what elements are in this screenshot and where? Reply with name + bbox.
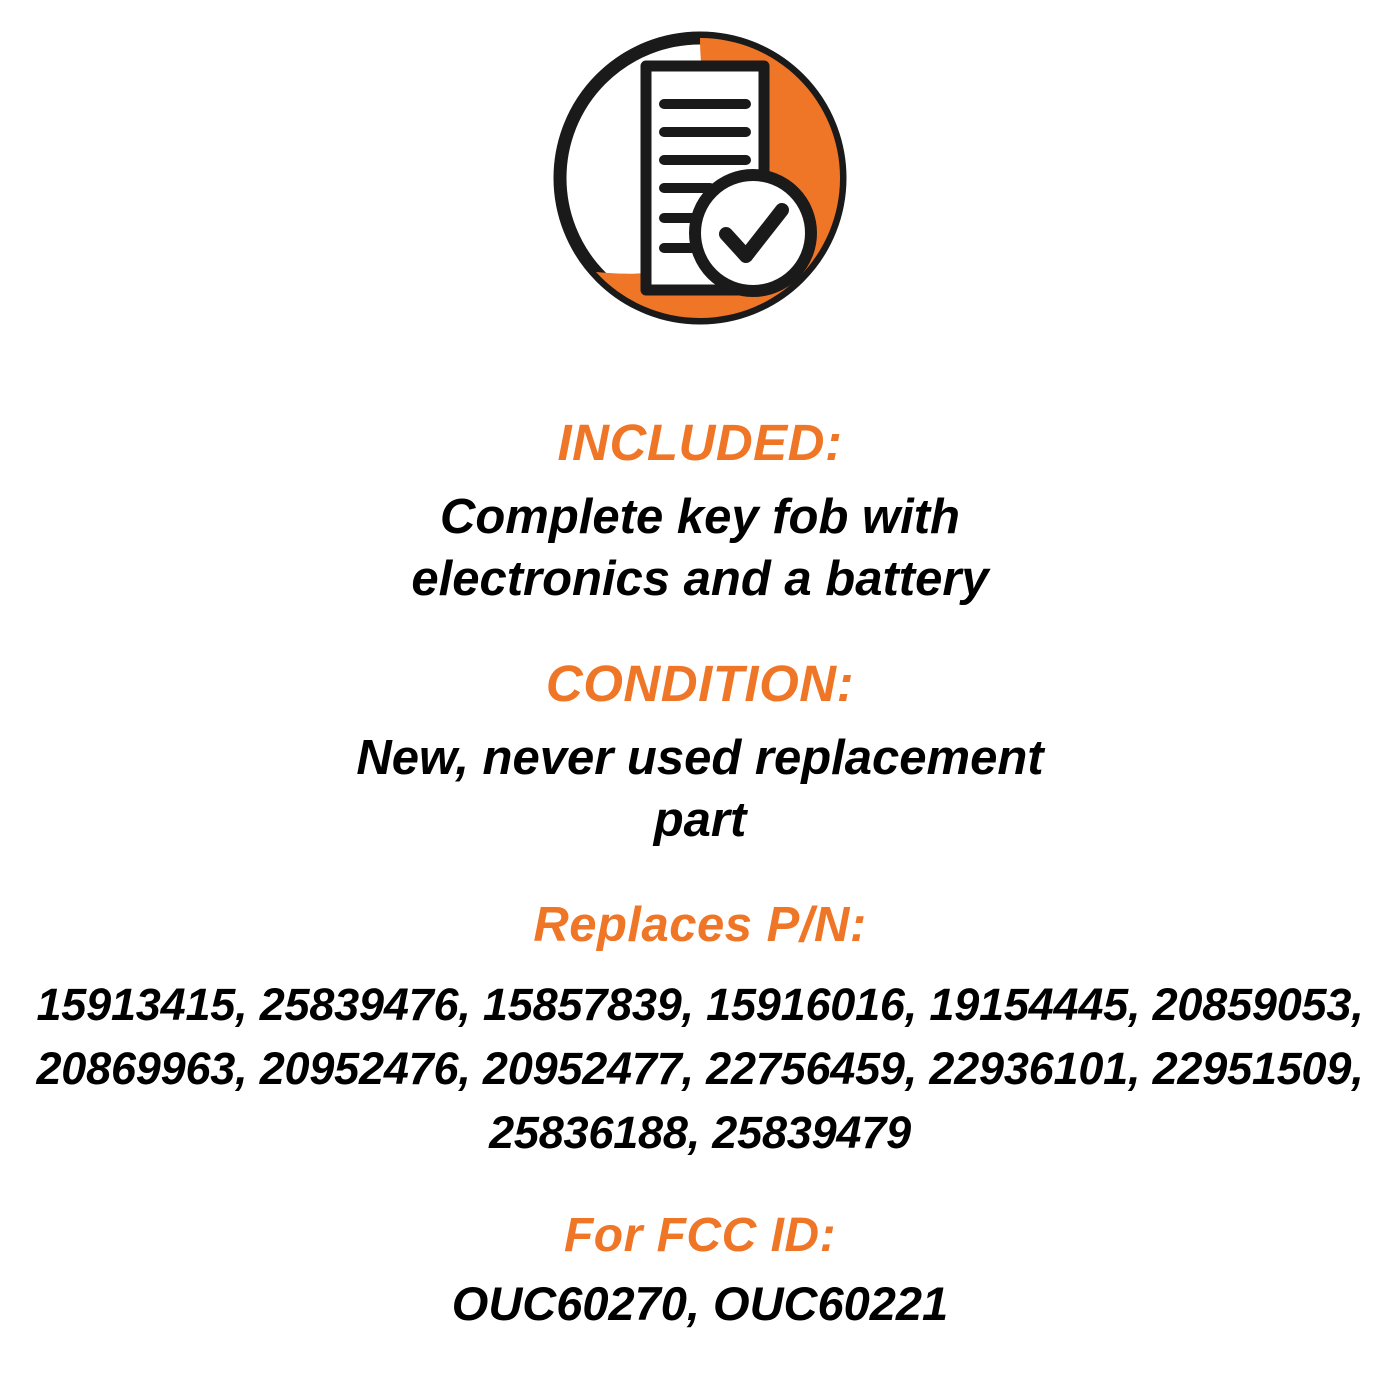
condition-heading: CONDITION: bbox=[545, 654, 855, 712]
fcc-id-list: OUC60270, OUC60221 bbox=[451, 1277, 949, 1331]
replaces-pn-list: 15913415, 25839476, 15857839, 15916016, 19154445, 20859053, 20869963, 20952476, 20952477, 22756459, 22936101, 22951509, 25836188, 25839479 bbox=[36, 979, 1364, 1159]
fcc-id-heading: For FCC ID: bbox=[563, 1209, 837, 1263]
included-heading: INCLUDED: bbox=[557, 414, 843, 471]
info-content bbox=[30, 338, 1370, 1334]
condition-text: New, never used replacement part bbox=[356, 730, 1044, 848]
included-text: Complete key fob with electronics and a battery bbox=[411, 489, 989, 607]
checklist-document-check-icon bbox=[540, 18, 860, 338]
replaces-pn-heading: Replaces P/N: bbox=[533, 897, 867, 952]
